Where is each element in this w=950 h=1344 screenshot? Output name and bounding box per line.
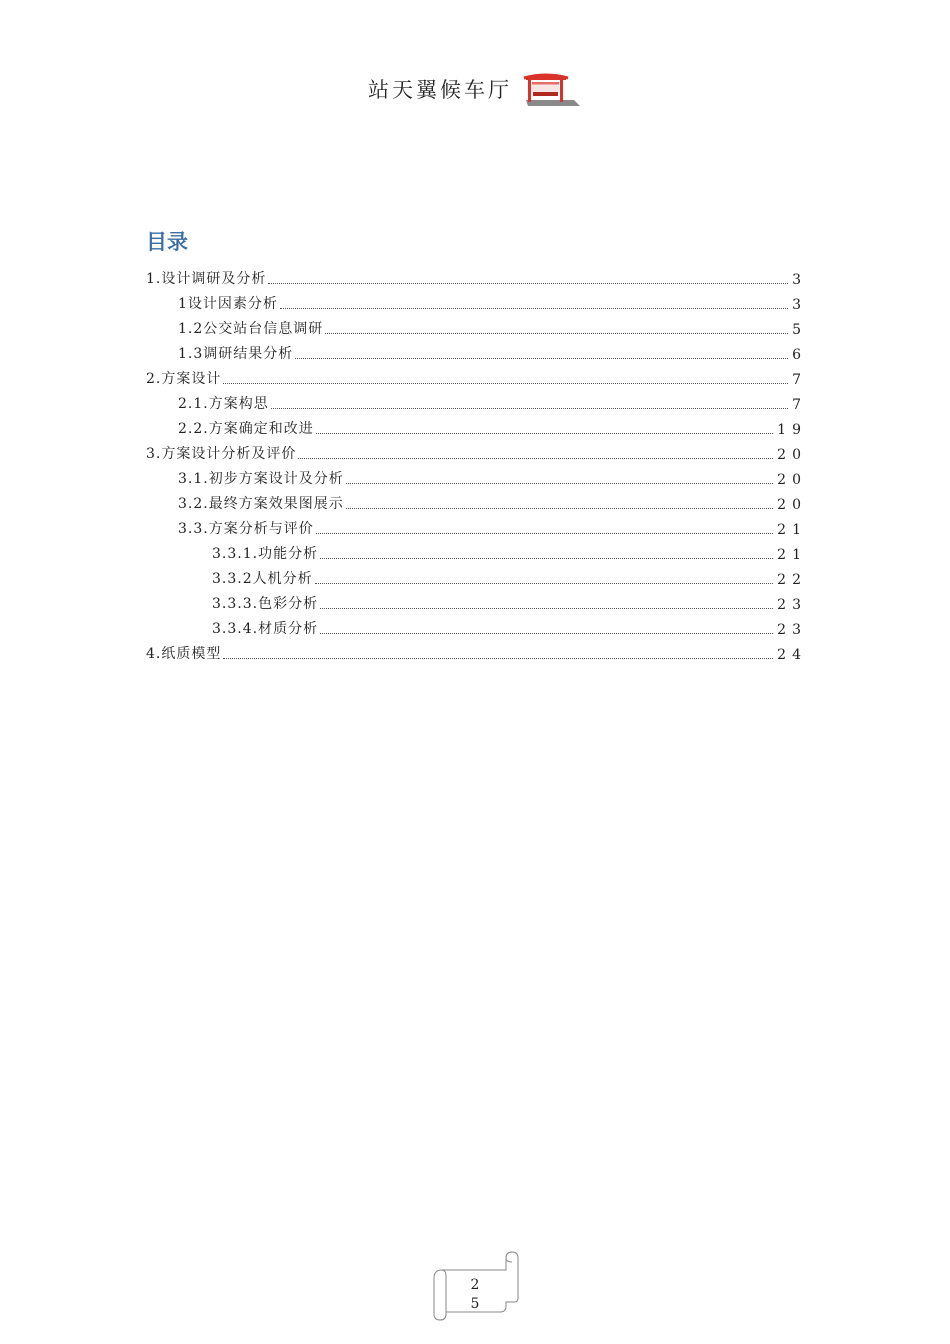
- toc-entry-page: 24: [777, 647, 807, 663]
- page-number-line2: 5: [470, 1296, 480, 1312]
- toc-entry-title: 3.2.最终方案效果图展示: [178, 496, 344, 512]
- toc-entry-title: 3.3.2人机分析: [212, 571, 313, 587]
- toc-entry-page: 20: [777, 472, 807, 488]
- toc-entry-page: 23: [777, 597, 807, 613]
- page-header: [0, 70, 950, 110]
- toc-entry[interactable]: [178, 393, 807, 413]
- toc-entry[interactable]: [212, 543, 807, 563]
- toc-entry-title: 3.3.方案分析与评价: [178, 521, 314, 537]
- toc-entry-title: 1.2公交站台信息调研: [178, 321, 324, 337]
- page-number-line1: 2: [470, 1277, 480, 1293]
- toc-entry-page: 3: [792, 272, 807, 288]
- toc-heading: 目录: [146, 230, 188, 254]
- toc-entry-title: 2.方案设计: [146, 371, 222, 387]
- toc-entry[interactable]: [178, 518, 807, 538]
- toc-entry[interactable]: [178, 493, 807, 513]
- header-title: 站天翼候车厅: [368, 78, 512, 102]
- toc-entry-title: 2.2.方案确定和改进: [178, 421, 314, 437]
- toc-entry-page: 5: [792, 322, 807, 338]
- toc-entry-title: 3.1.初步方案设计及分析: [178, 471, 344, 487]
- toc-entry-title: 3.方案设计分析及评价: [146, 446, 297, 462]
- toc-entry[interactable]: [146, 443, 807, 463]
- toc-entry-page: 23: [777, 622, 807, 638]
- toc-entry-page: 22: [777, 572, 807, 588]
- toc-entry-title: 3.3.3.色彩分析: [212, 596, 319, 612]
- toc-entry-page: 7: [792, 397, 807, 413]
- toc-entry[interactable]: [146, 268, 807, 288]
- toc-entry-page: 20: [777, 447, 807, 463]
- toc-entry-page: 7: [792, 372, 807, 388]
- toc-entry[interactable]: [178, 318, 807, 338]
- toc-entry-title: 1.设计调研及分析: [146, 271, 267, 287]
- toc-entry[interactable]: [178, 418, 807, 438]
- toc-entry-page: 20: [777, 497, 807, 513]
- toc-entry-page: 21: [777, 522, 807, 538]
- toc-entry[interactable]: [212, 568, 807, 588]
- toc-entry-title: 3.3.4.材质分析: [212, 621, 319, 637]
- toc-entry-title: 3.3.1.功能分析: [212, 546, 319, 562]
- toc-entry[interactable]: [146, 368, 807, 388]
- toc-entry-page: 19: [777, 422, 807, 438]
- toc-entry-page: 3: [792, 297, 807, 313]
- toc-entry-title: 1.3调研结果分析: [178, 346, 294, 362]
- toc-entry[interactable]: [178, 468, 807, 488]
- toc-entry[interactable]: [212, 618, 807, 638]
- toc-entry-title: 4.纸质模型: [146, 646, 222, 662]
- toc-entry[interactable]: [146, 643, 807, 663]
- toc-entry[interactable]: [178, 293, 807, 313]
- page-number: [466, 1276, 484, 1314]
- toc-entry-title: 1设计因素分析: [178, 296, 278, 312]
- bus-shelter-icon: [522, 70, 582, 110]
- toc-entry-page: 6: [792, 347, 807, 363]
- toc-entry-page: 21: [777, 547, 807, 563]
- toc-entry[interactable]: [178, 343, 807, 363]
- toc-entry-title: 2.1.方案构思: [178, 396, 269, 412]
- toc-entry[interactable]: [212, 593, 807, 613]
